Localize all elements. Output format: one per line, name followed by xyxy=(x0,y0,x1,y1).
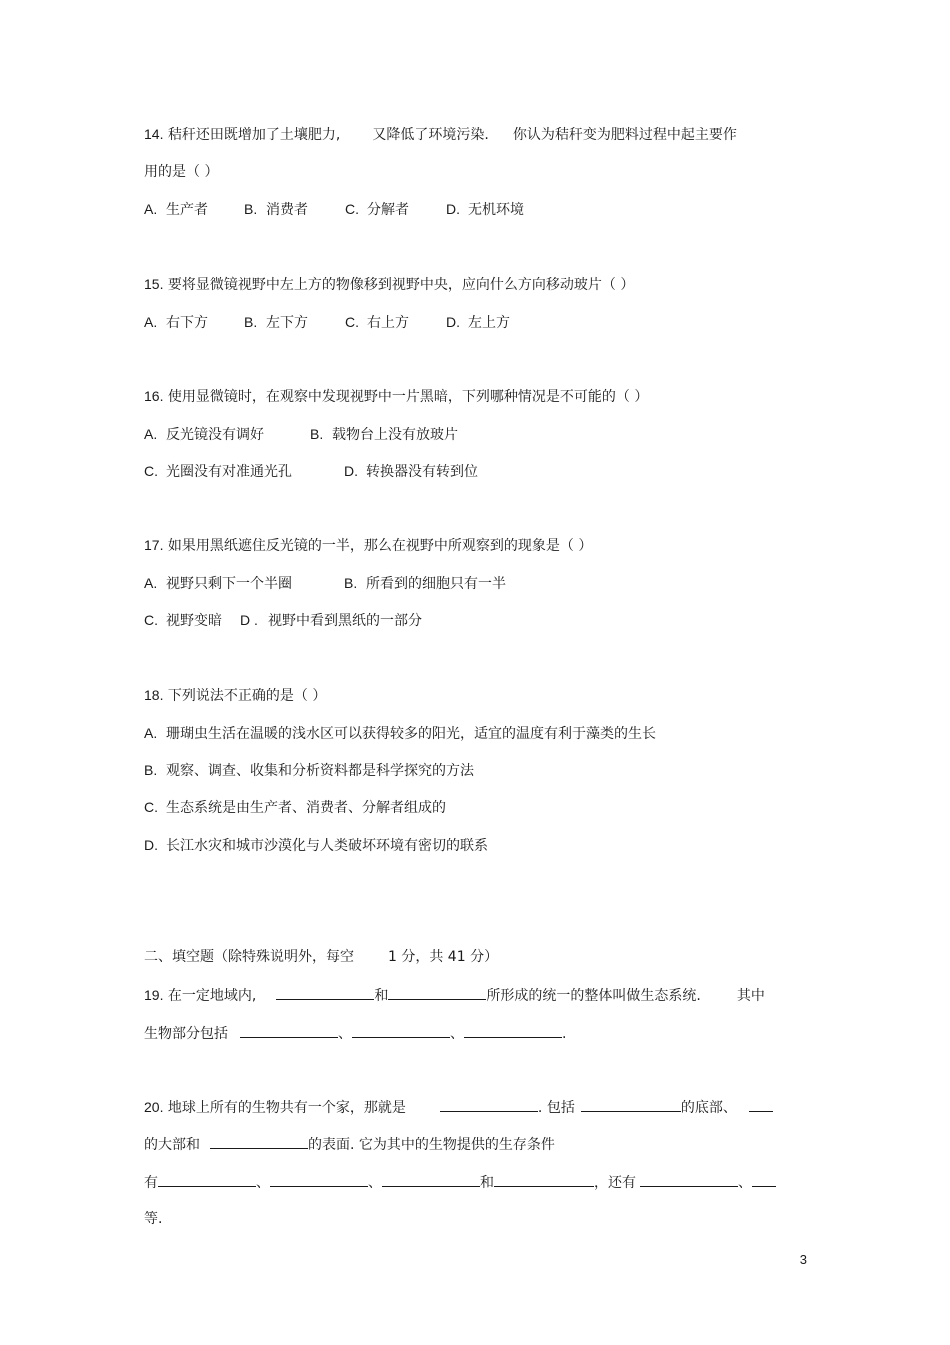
option-a: A. 右下方 xyxy=(144,314,208,331)
question-20-line4: 等. xyxy=(144,1211,163,1227)
question-number: 18. xyxy=(144,687,164,703)
answer-blank[interactable] xyxy=(270,1172,368,1187)
section-heading: 二、填空题（除特殊说明外，每空 1 分，共 41 分） xyxy=(144,949,499,965)
answer-blank[interactable] xyxy=(158,1172,256,1187)
answer-blank[interactable] xyxy=(210,1134,308,1149)
question-14-stem-line1 xyxy=(144,124,810,145)
answer-blank[interactable] xyxy=(640,1172,738,1187)
question-18-option-c: C. 生态系统是由生产者、消费者、分解者组成的 xyxy=(144,799,446,816)
question-20-line1: 20. 地球上所有的生物共有一个家，那就是 . 包括 的底部、 xyxy=(144,1097,810,1118)
option-b: B. 载物台上没有放玻片 xyxy=(310,426,458,443)
option-d: D. 无机环境 xyxy=(446,201,524,218)
question-number: 19. xyxy=(144,987,164,1003)
option-d: D. 转换器没有转到位 xyxy=(344,463,478,480)
option-d: D. 左上方 xyxy=(446,314,510,331)
question-18-option-a: A. 珊瑚虫生活在温暖的浅水区可以获得较多的阳光，适宜的温度有利于藻类的生长 xyxy=(144,725,656,742)
question-20-line3: 有 、 、 和 ，还有 、 xyxy=(144,1172,810,1193)
question-17-stem xyxy=(144,535,810,556)
option-a: A. 生产者 xyxy=(144,201,208,218)
question-16-options-row2 xyxy=(144,461,810,482)
answer-blank[interactable] xyxy=(388,985,486,1000)
question-text: 要将显微镜视野中左上方的物像移到视野中央，应向什么方向移动玻片（ ） xyxy=(167,277,635,293)
question-number: 16. xyxy=(144,388,164,404)
page-number: 3 xyxy=(799,1252,807,1267)
question-16-stem xyxy=(144,386,810,407)
question-15-options xyxy=(144,312,810,333)
question-text: 又降低了环境污染. xyxy=(372,127,489,143)
answer-blank[interactable] xyxy=(494,1172,594,1187)
question-20-line2: 的大部和 的表面. 它为其中的生物提供的生存条件 xyxy=(144,1134,810,1155)
question-text: 用的是（ ） xyxy=(144,164,219,180)
question-18-stem xyxy=(144,685,810,706)
answer-blank[interactable] xyxy=(581,1097,681,1112)
question-14-options xyxy=(144,199,810,220)
question-14-stem-line2 xyxy=(144,162,810,182)
question-number: 14. xyxy=(144,126,164,142)
question-19-line2: 生物部分包括 、 、 . xyxy=(144,1023,810,1044)
question-19-line1: 19. 在一定地域内, 和 所形成的统一的整体叫做生态系统. 其中 xyxy=(144,987,765,1004)
option-a: A. 视野只剩下一个半圈 xyxy=(144,575,292,592)
answer-blank[interactable] xyxy=(440,1097,538,1112)
answer-blank[interactable] xyxy=(382,1172,480,1187)
question-text: 你认为秸秆变为肥料过程中起主要作 xyxy=(512,127,737,143)
option-b: B. 左下方 xyxy=(244,314,308,331)
question-text: 如果用黑纸遮住反光镜的一半，那么在视野中所观察到的现象是（ ） xyxy=(167,538,593,554)
option-b: B. 消费者 xyxy=(244,201,308,218)
question-17-options-row2 xyxy=(144,610,810,631)
question-17-options-row1 xyxy=(144,573,810,594)
answer-blank[interactable] xyxy=(276,985,374,1000)
option-a: A. 反光镜没有调好 xyxy=(144,426,264,443)
option-b: B. 所看到的细胞只有一半 xyxy=(344,575,506,592)
question-number: 20. xyxy=(144,1099,164,1115)
question-15-stem xyxy=(144,274,810,295)
answer-blank[interactable] xyxy=(464,1023,562,1038)
question-18-option-b: B. 观察、调查、收集和分析资料都是科学探究的方法 xyxy=(144,762,474,779)
question-text: 秸秆还田既增加了土壤肥力, xyxy=(167,127,341,143)
question-number: 17. xyxy=(144,537,164,553)
question-18-option-d: D. 长江水灾和城市沙漠化与人类破坏环境有密切的联系 xyxy=(144,837,488,854)
option-c: C. 右上方 xyxy=(345,314,409,331)
question-text: 下列说法不正确的是（ ） xyxy=(167,688,327,704)
option-d: D . 视野中看到黑纸的一部分 xyxy=(240,612,422,629)
option-c: C. 光圈没有对准通光孔 xyxy=(144,463,292,480)
answer-blank[interactable] xyxy=(752,1172,776,1187)
option-c: C. 分解者 xyxy=(345,201,409,218)
answer-blank[interactable] xyxy=(240,1023,338,1038)
question-text: 使用显微镜时，在观察中发现视野中一片黑暗，下列哪种情况是不可能的（ ） xyxy=(167,389,649,405)
answer-blank[interactable] xyxy=(749,1097,773,1112)
question-16-options-row1 xyxy=(144,424,810,445)
answer-blank[interactable] xyxy=(352,1023,450,1038)
option-c: C. 视野变暗 xyxy=(144,612,222,629)
question-number: 15. xyxy=(144,276,164,292)
